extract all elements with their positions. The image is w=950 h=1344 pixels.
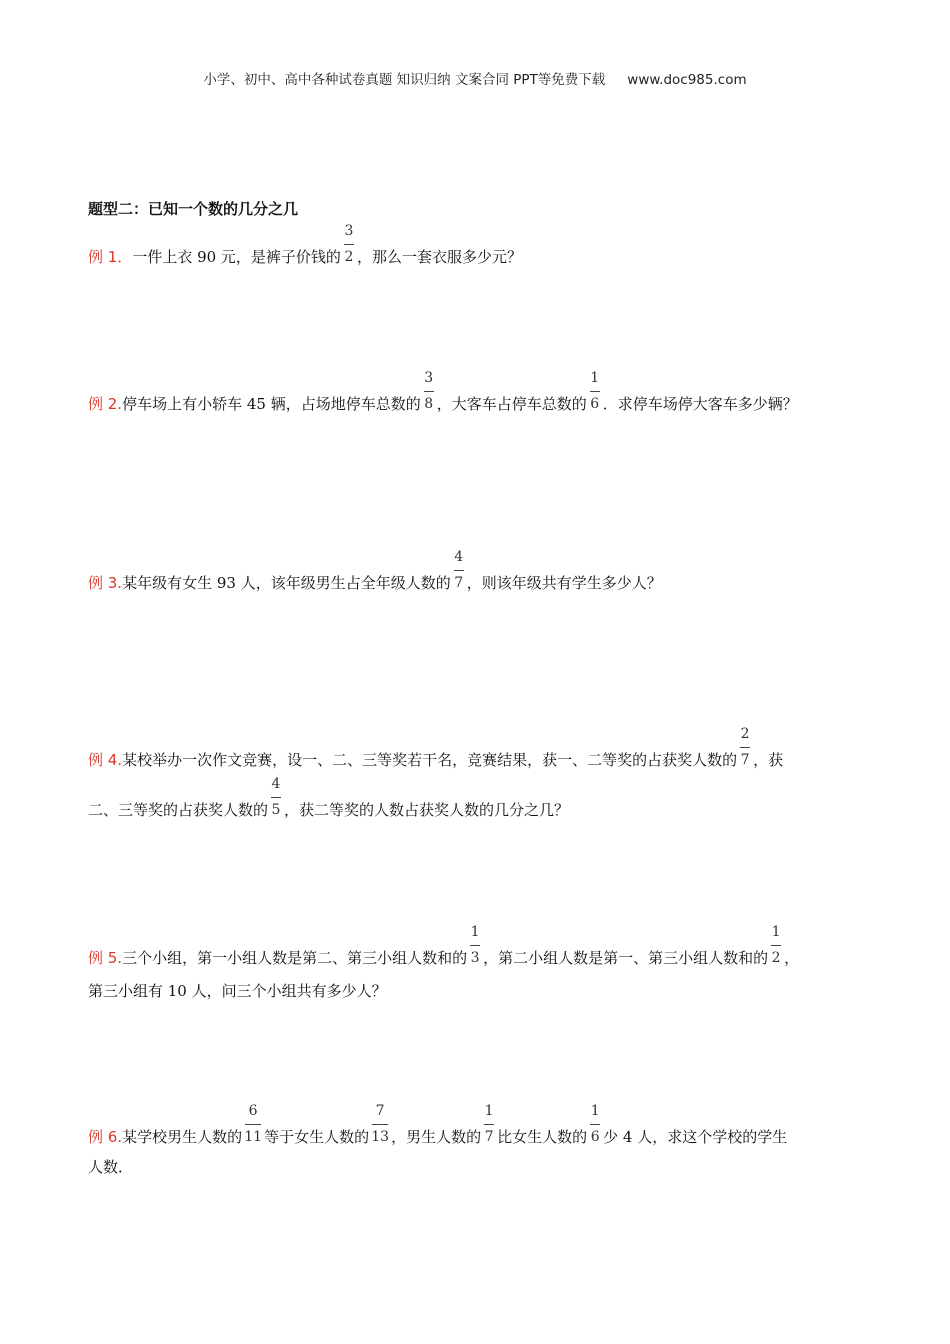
problem-text: 一件上衣 90 元，是裤子价钱的 <box>132 248 341 266</box>
problem-label: 例 6. <box>88 1128 123 1146</box>
fraction <box>343 223 355 265</box>
fraction-numerator: 2 <box>740 726 750 742</box>
problem-text: 某学校男生人数的 <box>122 1128 243 1146</box>
problem-line <box>88 549 868 592</box>
problem-line <box>88 924 868 967</box>
fraction-numerator: 1 <box>484 1103 494 1119</box>
problem-text: ，男生人数的 <box>391 1128 482 1146</box>
problem-text: ，获二等奖的人数占获奖人数的几分之几？ <box>284 801 570 819</box>
fraction-numerator: 1 <box>590 370 600 386</box>
fraction-denominator: 7 <box>454 575 464 591</box>
fraction-bar <box>344 244 354 245</box>
problem-line <box>88 370 868 413</box>
problem-text: 二、三等奖的占获奖人数的 <box>88 801 269 819</box>
problem-text: ，那么一套衣服多少元？ <box>356 248 522 266</box>
fraction-denominator: 6 <box>590 396 600 412</box>
problem-line <box>88 726 868 769</box>
problem-2 <box>88 370 868 413</box>
fraction <box>770 924 782 966</box>
fraction-numerator: 1 <box>470 924 480 940</box>
problem-text: 停车场上有小轿车 45 辆，占场地停车总数的 <box>122 395 421 413</box>
problem-text: ， <box>784 949 800 967</box>
problem-label: 例 3. <box>88 574 123 592</box>
problem-text: 等于女生人数的 <box>264 1128 370 1146</box>
problem-text: ，获 <box>753 751 784 769</box>
problem-line <box>88 223 868 266</box>
fraction <box>589 1103 601 1145</box>
fraction-numerator: 1 <box>590 1103 600 1119</box>
fraction-denominator: 6 <box>590 1129 600 1145</box>
fraction-numerator: 1 <box>771 924 781 940</box>
problem-line <box>88 776 868 819</box>
fraction-denominator: 3 <box>470 950 480 966</box>
fraction-numerator: 4 <box>454 549 464 565</box>
problem-text: ，第二小组人数是第一、第三小组人数和的 <box>483 949 769 967</box>
problem-label: 例 4. <box>88 751 123 769</box>
fraction <box>244 1103 263 1145</box>
fraction-bar <box>454 570 464 571</box>
fraction-bar <box>590 1124 600 1125</box>
fraction-numerator: 3 <box>344 223 354 239</box>
section-title: 题型二：已知一个数的几分之几 <box>88 200 299 218</box>
problem-5 <box>88 924 868 1000</box>
fraction-denominator: 13 <box>371 1129 390 1145</box>
header-url[interactable]: www.doc985.com <box>627 72 747 88</box>
fraction <box>589 370 601 412</box>
problem-text: 某年级有女生 93 人，该年级男生占全年级人数的 <box>122 574 451 592</box>
fraction <box>270 776 282 818</box>
fraction-numerator: 7 <box>375 1103 385 1119</box>
fraction-denominator: 8 <box>424 396 434 412</box>
problem-3 <box>88 549 868 592</box>
problem-text: ，大客车占停车总数的 <box>436 395 587 413</box>
fraction-bar <box>271 797 281 798</box>
fraction-denominator: 2 <box>771 950 781 966</box>
fraction-bar <box>590 391 600 392</box>
problem-text: 比女生人数的 <box>497 1128 588 1146</box>
problem-line <box>88 984 868 999</box>
problem-line <box>88 1160 868 1175</box>
problem-label: 例 1． <box>88 248 133 266</box>
fraction <box>739 726 751 768</box>
problem-text: 人数． <box>88 1158 134 1176</box>
fraction-denominator: 11 <box>244 1129 263 1145</box>
fraction-bar <box>470 945 480 946</box>
problem-text: 少 4 人，求这个学校的学生 <box>603 1128 788 1146</box>
problem-text: 第三小组有 10 人，问三个小组共有多少人？ <box>88 982 387 1000</box>
fraction <box>371 1103 390 1145</box>
problem-text: 某校举办一次作文竞赛，设一、二、三等奖若干名，竞赛结果，获一、二等奖的占获奖人数的 <box>122 751 738 769</box>
fraction-bar <box>484 1124 494 1125</box>
problem-text: ．求停车场停大客车多少辆？ <box>602 395 798 413</box>
problem-line <box>88 1103 868 1146</box>
fraction <box>469 924 481 966</box>
fraction-numerator: 6 <box>248 1103 258 1119</box>
fraction-numerator: 4 <box>271 776 281 792</box>
problem-6 <box>88 1103 868 1176</box>
problem-label: 例 5. <box>88 949 123 967</box>
problem-text: 三个小组，第一小组人数是第二、第三小组人数和的 <box>122 949 468 967</box>
problem-1 <box>88 223 868 266</box>
fraction-denominator: 2 <box>344 249 354 265</box>
fraction <box>483 1103 495 1145</box>
fraction-denominator: 5 <box>271 802 281 818</box>
fraction-bar <box>740 747 750 748</box>
fraction-bar <box>424 391 434 392</box>
fraction-bar <box>771 945 781 946</box>
fraction-numerator: 3 <box>424 370 434 386</box>
fraction-denominator: 7 <box>484 1129 494 1145</box>
header-text: 小学、初中、高中各种试卷真题 知识归纳 文案合同 PPT等免费下载 <box>203 72 606 88</box>
problem-label: 例 2. <box>88 395 123 413</box>
fraction <box>423 370 435 412</box>
page-header <box>0 68 950 88</box>
fraction-denominator: 7 <box>740 752 750 768</box>
fraction-bar <box>372 1124 388 1125</box>
fraction-bar <box>245 1124 261 1125</box>
fraction <box>453 549 465 591</box>
problem-text: ，则该年级共有学生多少人？ <box>466 574 662 592</box>
problem-4 <box>88 726 868 819</box>
